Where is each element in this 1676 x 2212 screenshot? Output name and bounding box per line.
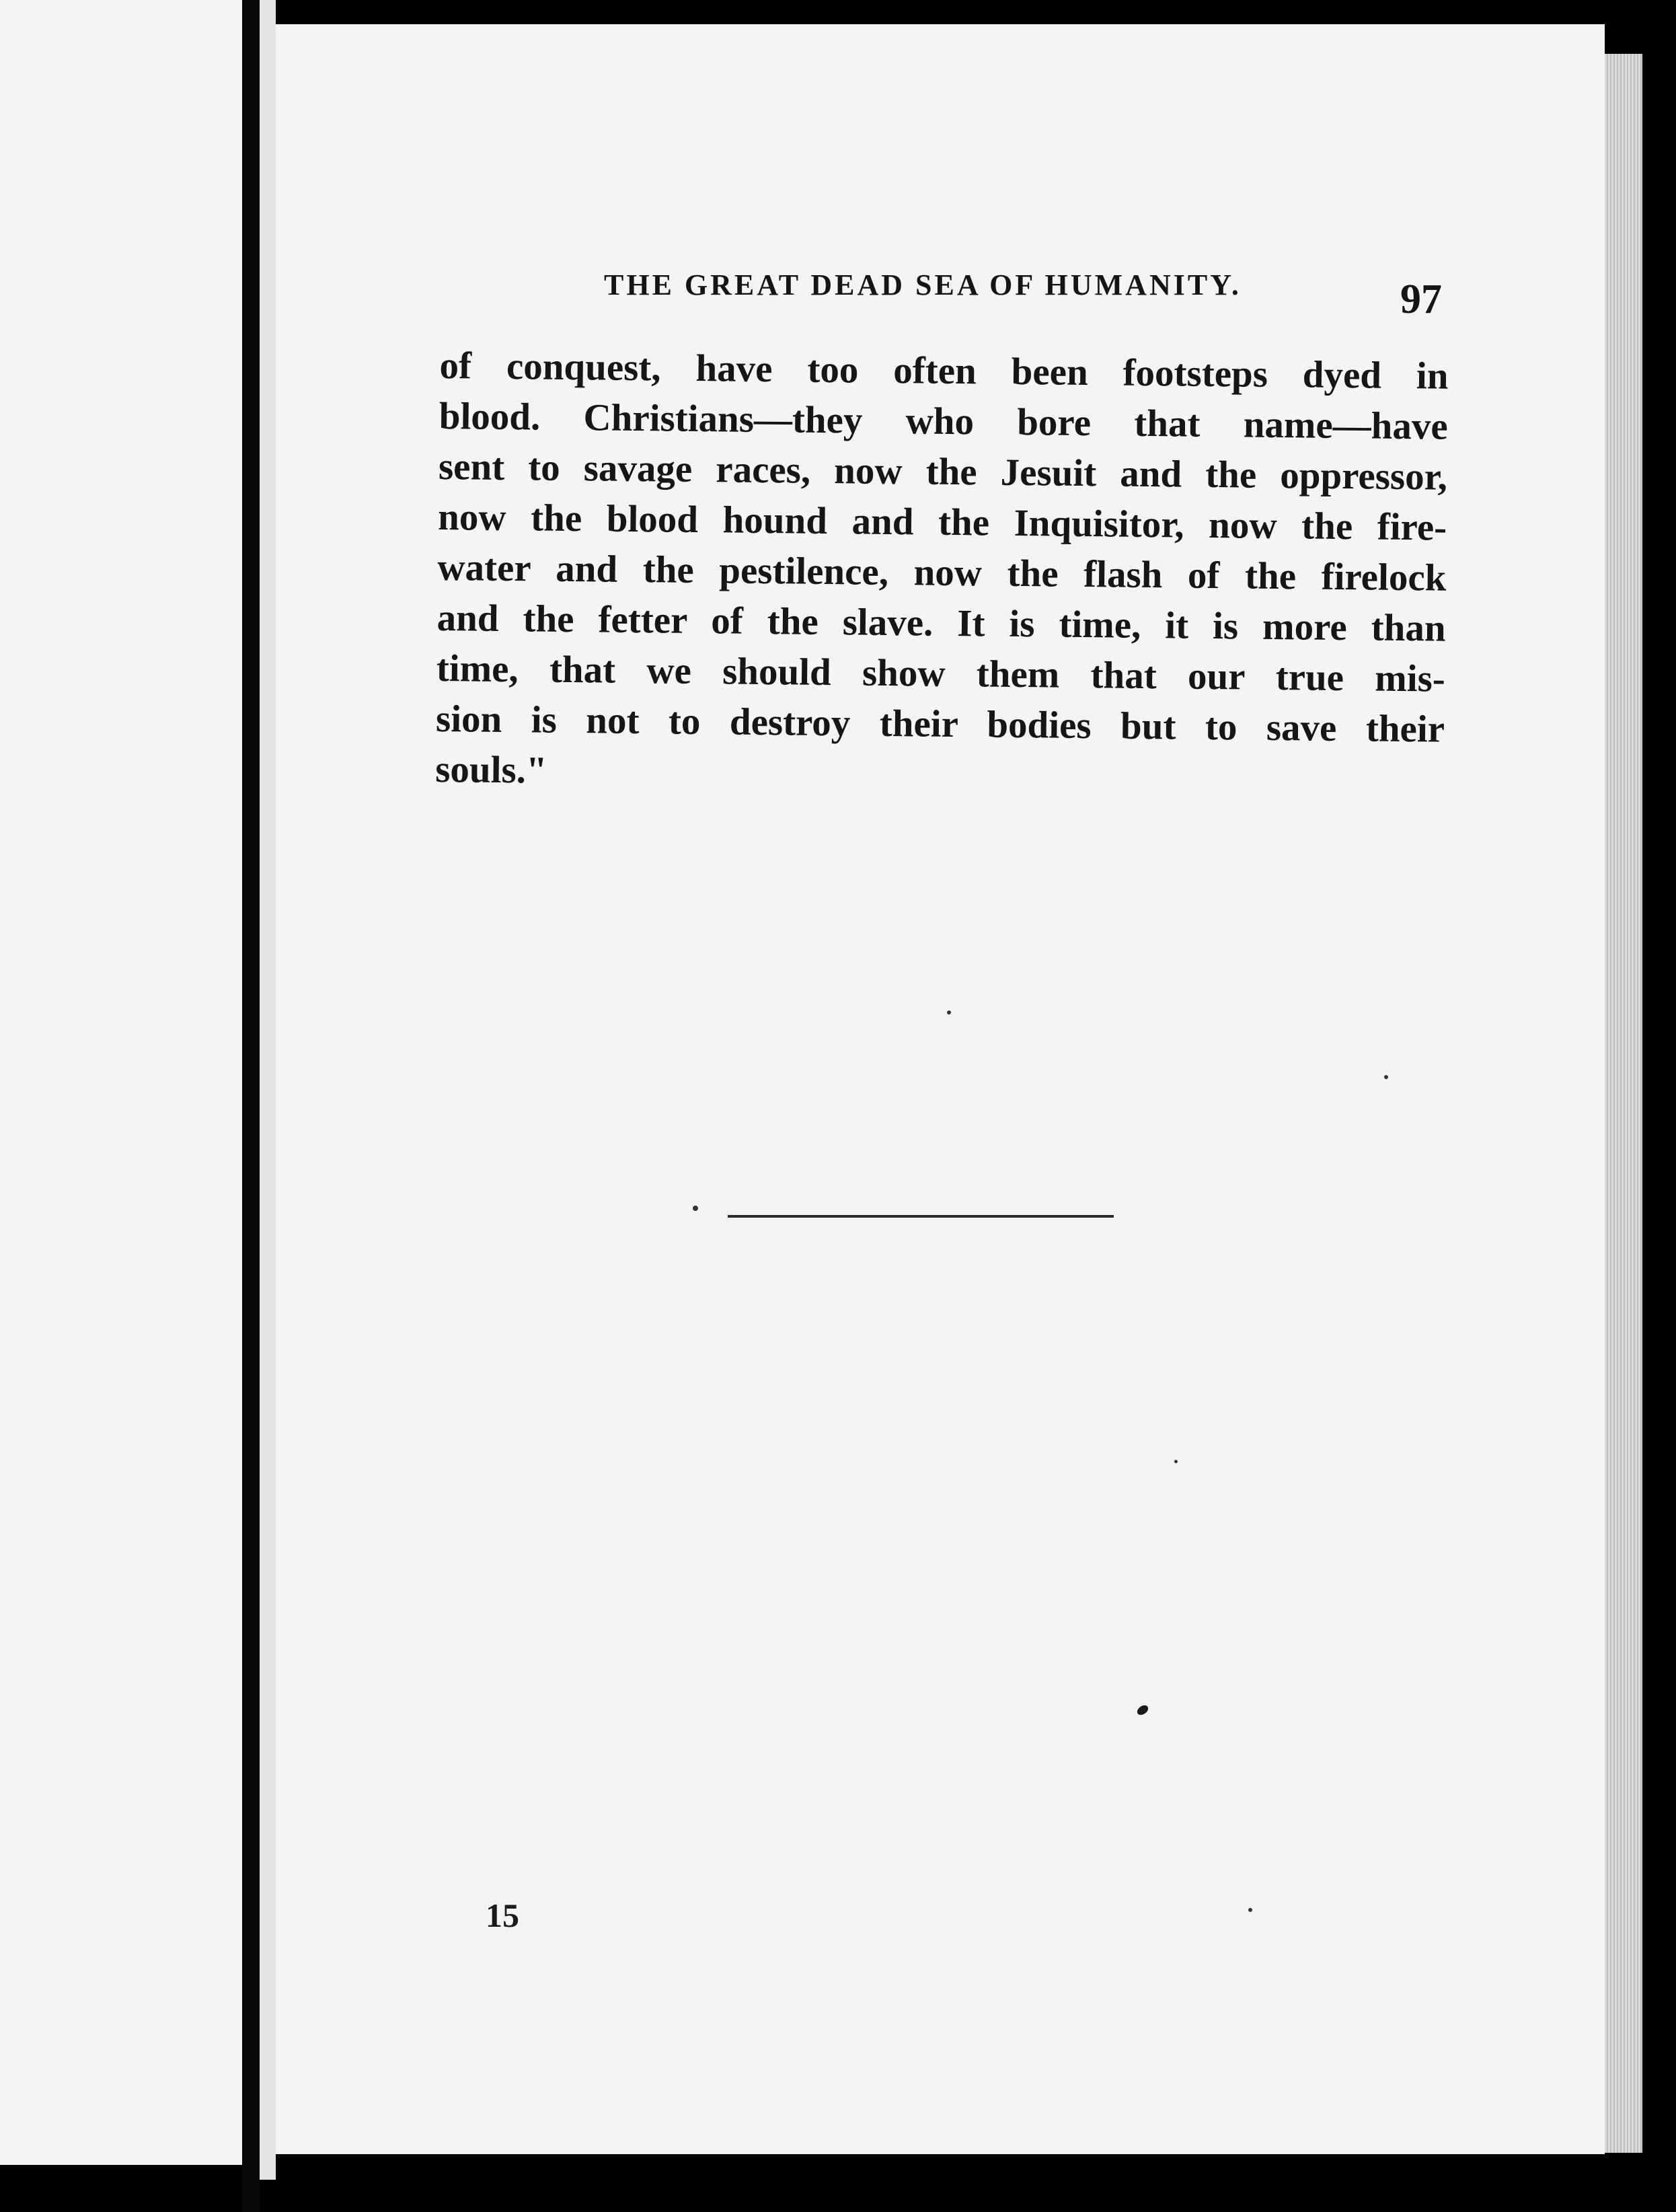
body-line: and the fetter of the slave. It is time, it is more than: [436, 596, 1446, 650]
ink-speck: [693, 1206, 698, 1211]
ink-speck: [1248, 1908, 1252, 1912]
ink-speck: [1384, 1075, 1388, 1079]
body-line: water and the pestilence, now the flash of the firelock: [437, 546, 1447, 599]
scan-border-top: [276, 0, 1676, 24]
left-page: [0, 0, 242, 2165]
page-curve: [260, 0, 276, 2180]
body-line: of conquest, have too often been footsteps dyed in: [439, 344, 1449, 398]
body-line: sion is not to destroy their bodies but to save their: [435, 697, 1445, 751]
body-line: now the blood hound and the Inquisitor, now the fire-: [437, 495, 1447, 549]
running-head: THE GREAT DEAD SEA OF HUMANITY.: [604, 268, 1242, 301]
body-line: souls.": [434, 747, 547, 792]
ink-speck: [1174, 1460, 1178, 1463]
body-paragraph: [435, 340, 1449, 805]
book-gutter: [242, 0, 260, 2212]
ink-speck: [947, 1010, 951, 1015]
body-line: blood. Christians—they who bore that name—have: [439, 394, 1449, 448]
scan-border-bottom: [276, 2154, 1676, 2212]
printer-signature-mark: 15: [486, 1896, 519, 1934]
page-edges: [1605, 54, 1642, 2153]
section-end-rule: [728, 1215, 1114, 1218]
page-number: 97: [1400, 276, 1442, 322]
body-line: sent to savage races, now the Jesuit and the oppressor,: [438, 445, 1448, 499]
body-line: time, that we should show them that our true mis-: [436, 647, 1446, 700]
